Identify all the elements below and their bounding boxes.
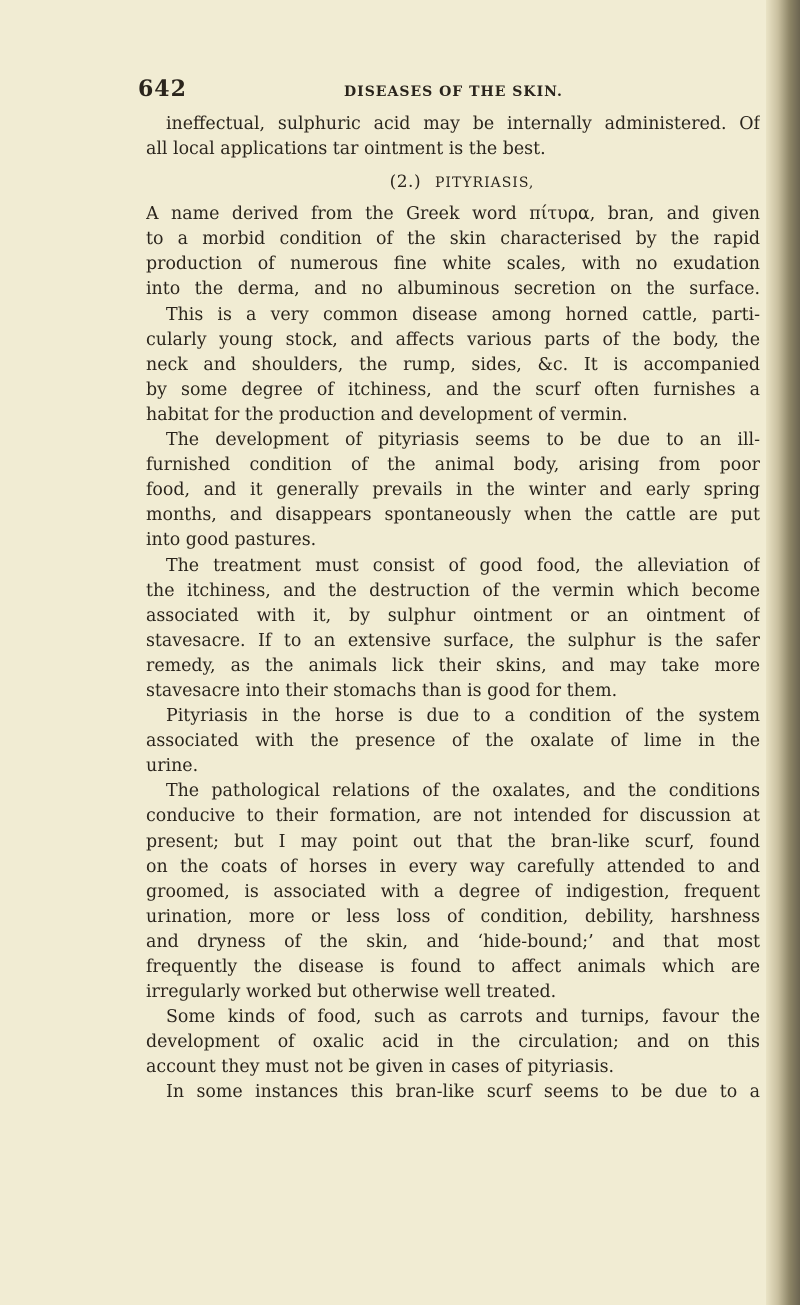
text-line: remedy, as the animals lick their skins, and may take more (146, 655, 760, 676)
section-title: PITYRIASIS, (435, 175, 535, 192)
text-line: associated with it, by sulphur ointment or an ointment of (146, 605, 760, 626)
text-line: ineffectual, sulphuric acid may be internally administered. Of (166, 114, 760, 134)
running-head (138, 76, 758, 104)
text-line: food, and it generally prevails in the winter and early spring (146, 480, 760, 501)
text-line: into the derma, and no albuminous secretion on the surface. (146, 279, 760, 300)
text-line: associated with the presence of the oxalate of lime in the (146, 731, 760, 752)
text-line: Some kinds of food, such as carrots and turnips, favour the (166, 1007, 760, 1028)
text-line: groomed, is associated with a degree of indigestion, frequent (146, 881, 760, 902)
text-line: The development of pityriasis seems to be due to an ill- (166, 430, 760, 451)
text-line: and dryness of the skin, and ‘hide-bound;’ and that most (146, 931, 760, 952)
text-line: The treatment must consist of good food, the alleviation of (166, 555, 760, 576)
text-line: the itchiness, and the destruction of the vermin which become (146, 580, 760, 601)
page-text (146, 112, 760, 1106)
text-line: into good pastures. (146, 530, 317, 551)
text-line: urine. (146, 756, 199, 777)
text-line: development of oxalic acid in the circulation; and on this (146, 1032, 760, 1053)
text-line: production of numerous fine white scales, with no exudation (146, 254, 760, 275)
text-line: urination, more or less loss of condition, debility, harshness (146, 906, 760, 927)
running-title: DISEASES OF THE SKIN. (344, 84, 563, 100)
page-number: 642 (138, 76, 187, 102)
text-line: conducive to their formation, are not intended for discussion at (146, 806, 760, 827)
text-line: account they must not be given in cases of pityriasis. (146, 1057, 615, 1078)
text-line: stavesacre into their stomachs than is good for them. (146, 680, 618, 701)
text-line: Pityriasis in the horse is due to a condition of the system (166, 706, 760, 727)
text-line: by some degree of itchiness, and the scurf often furnishes a (146, 379, 760, 400)
text-line: The pathological relations of the oxalates, and the conditions (166, 781, 760, 802)
text-line: furnished condition of the animal body, arising from poor (146, 455, 760, 476)
text-line: In some instances this bran-like scurf seems to be due to a (166, 1082, 760, 1103)
text-line: on the coats of horses in every way carefully attended to and (146, 856, 760, 877)
page-edge-shadow (766, 0, 800, 1305)
text-line: neck and shoulders, the rump, sides, &c. It is accompanied (146, 354, 760, 375)
text-line: all local applications tar ointment is the best. (146, 139, 546, 160)
text-line: habitat for the production and development of vermin. (146, 404, 628, 425)
text-line: to a morbid condition of the skin characterised by the rapid (146, 229, 760, 250)
section-number: (2.) (389, 172, 422, 193)
text-line: cularly young stock, and affects various parts of the body, the (146, 329, 760, 350)
text-line: This is a very common disease among horned cattle, parti- (166, 304, 760, 325)
text-line: months, and disappears spontaneously when the cattle are put (146, 505, 760, 526)
text-line: A name derived from the Greek word πίτυρα, bran, and given (146, 204, 760, 225)
text-line: frequently the disease is found to affect animals which are (146, 957, 760, 977)
text-line: irregularly worked but otherwise well treated. (146, 982, 557, 1003)
text-line: stavesacre. If to an extensive surface, the sulphur is the safer (146, 630, 760, 651)
section-heading (146, 162, 760, 202)
text-line: present; but I may point out that the bran-like scurf, found (146, 831, 760, 852)
